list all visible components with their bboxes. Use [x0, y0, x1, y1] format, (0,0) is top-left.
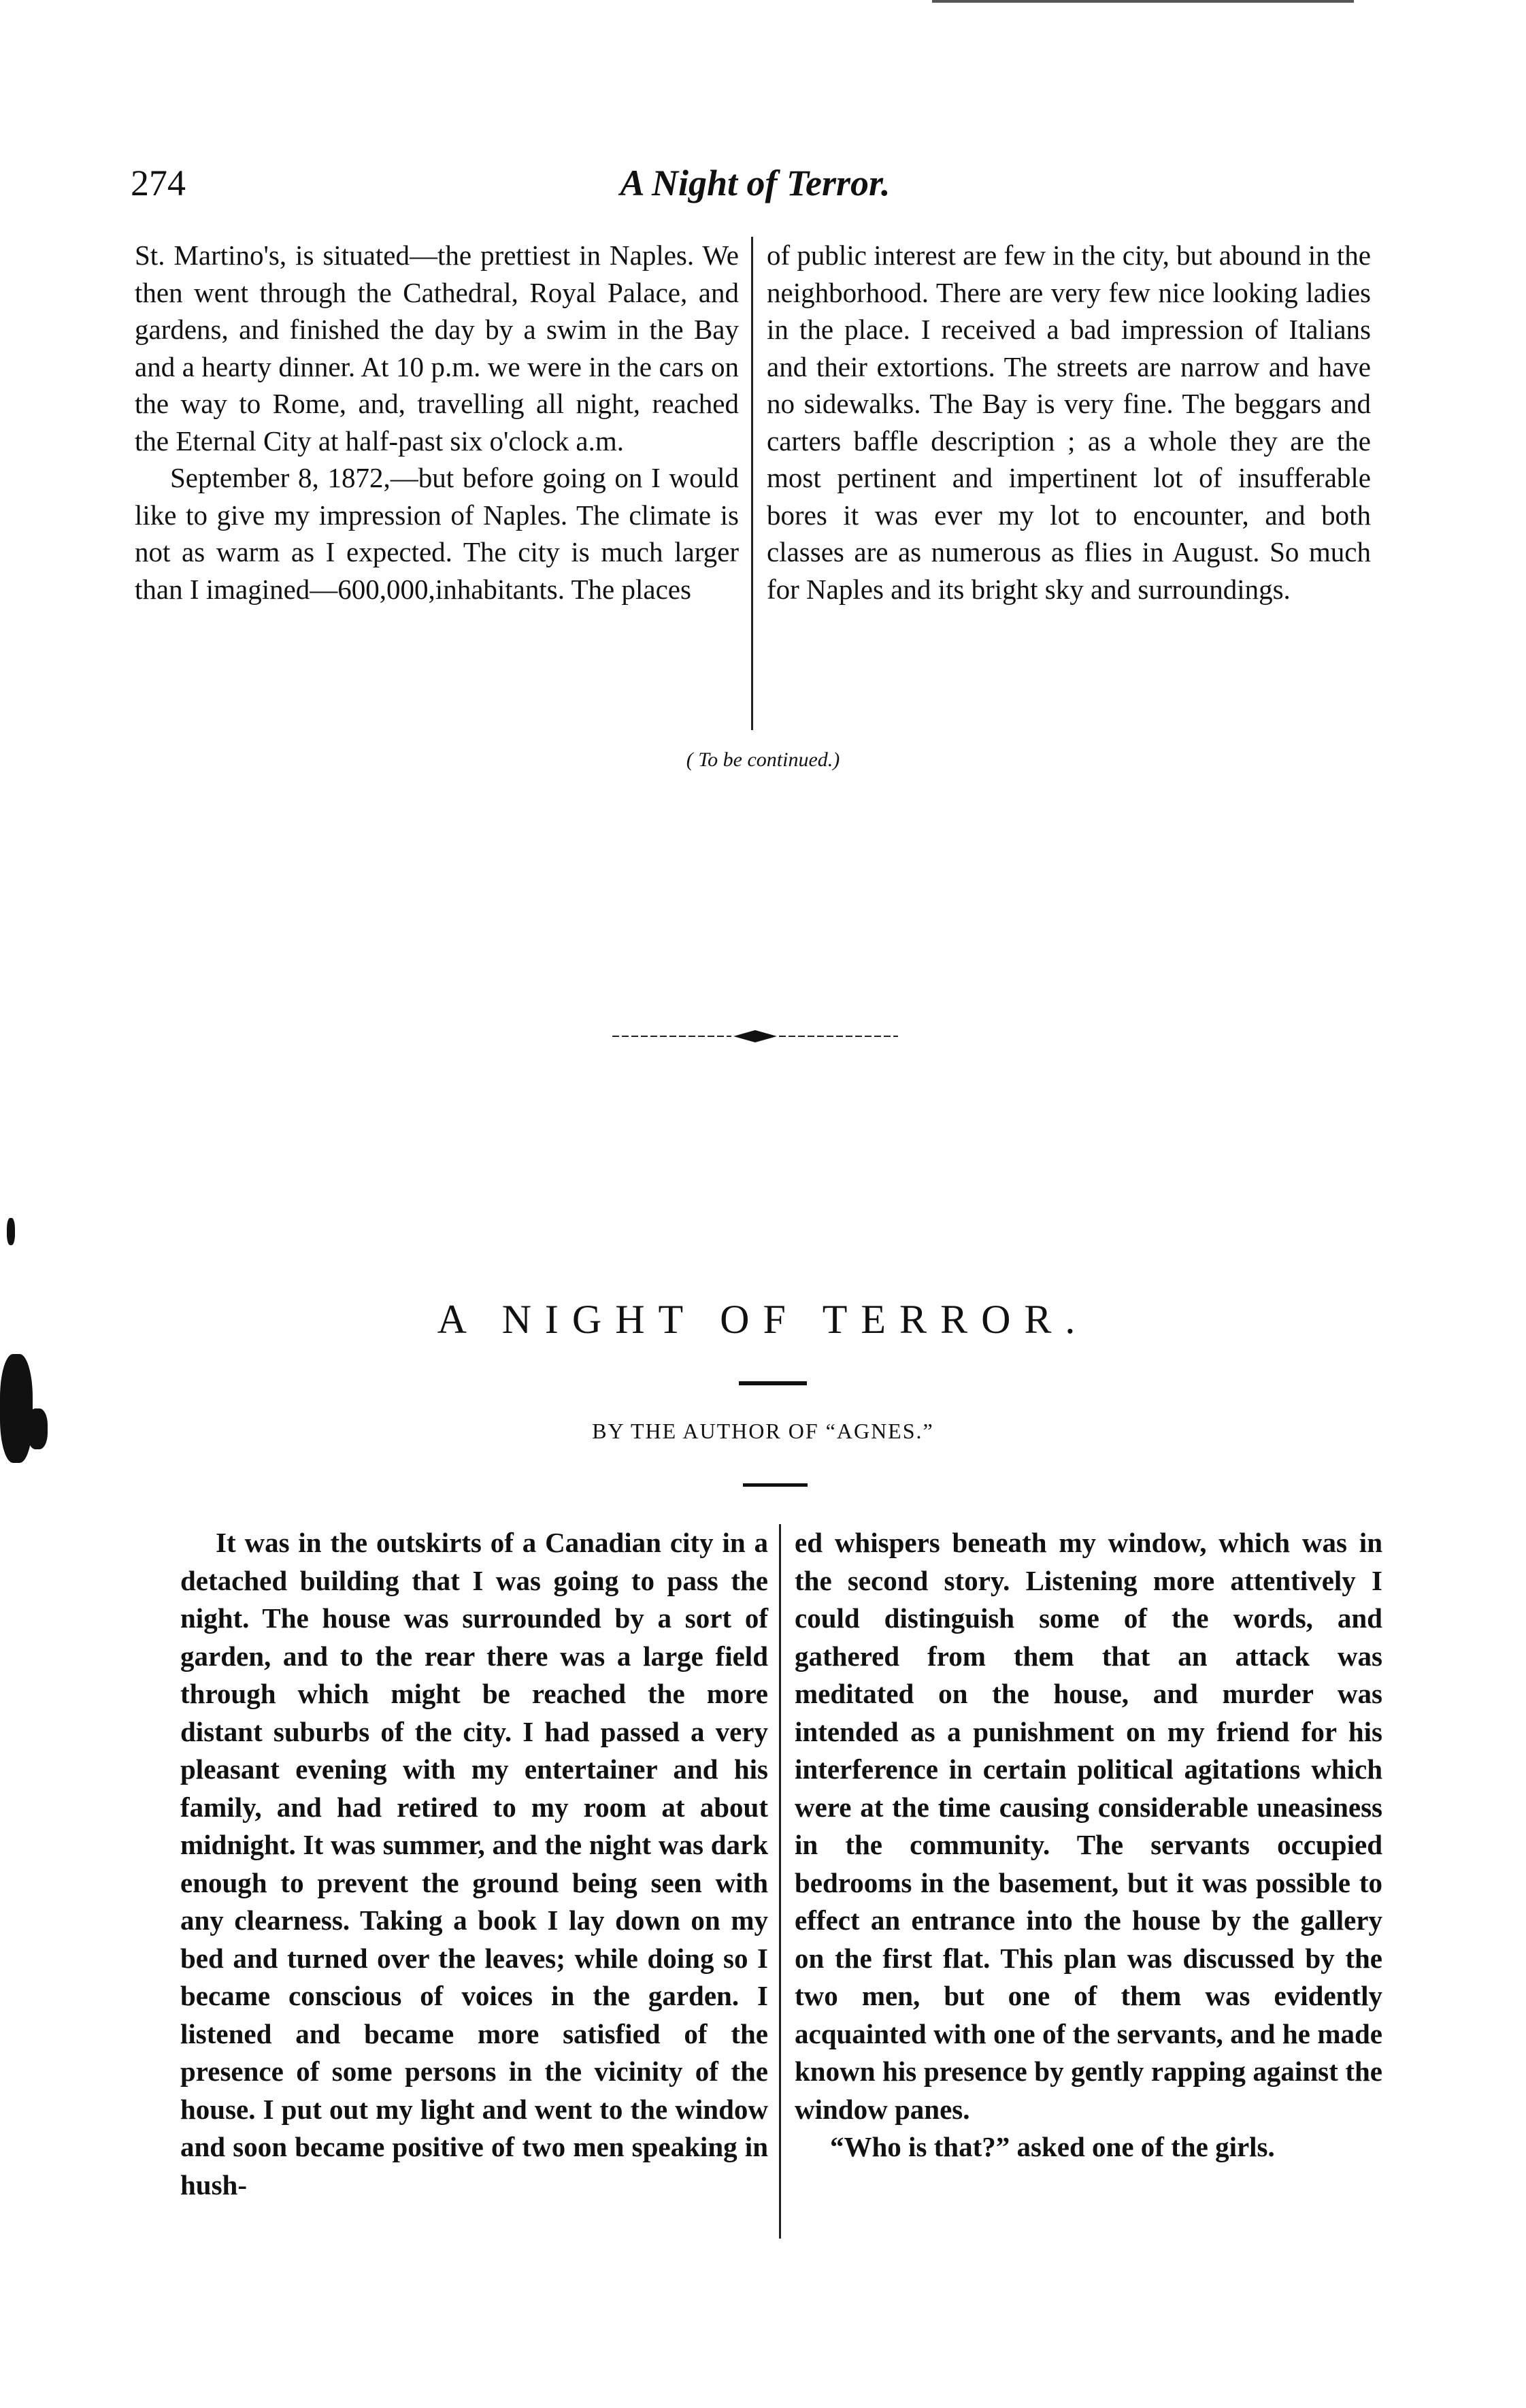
title-rule — [739, 1381, 807, 1385]
story-byline: BY THE AUTHOR OF “AGNES.” — [592, 1419, 934, 1443]
ink-blot — [0, 1354, 33, 1463]
byline-rule — [743, 1483, 808, 1487]
running-title: A Night of Terror. — [620, 163, 891, 203]
paragraph: St. Martino's, is situated—the prettiest in Naples. We then went through the Cathedral, Royal Palace, and gardens, and finished the day by a swim in the Bay and a hearty dinner. At 10 p.m. we were in the cars on the way to Rome, and, travelling all night, reached the Eternal City at half-past six o'clock a.m. — [135, 240, 739, 457]
page-number: 274 — [131, 163, 186, 203]
story-left-column — [180, 1524, 779, 2239]
section-ornament — [612, 1026, 898, 1046]
previous-article-columns — [135, 237, 1380, 730]
story-title: A NIGHT OF TERROR. — [437, 1297, 1089, 1342]
paragraph: It was in the outskirts of a Canadian city in a detached building that I was going to pass the night. The house was surrounded by a sort of garden, and to the rear there was a large field through which might be reached the more distant suburbs of the city. I had passed a very pleasant evening with my entertainer and his family, and had retired to my room at about midnight. It was summer, and the night was dark enough to prevent the ground being seen with any clearness. Taking a book I lay down on my bed and turned over the leaves; while doing so I became conscious of voices in the garden. I listened and became more satisfied of the presence of some persons in the vicinity of the house. I put out my light and went to the window and soon became positive of two men speaking in hush- — [180, 1527, 768, 2200]
top-edge-rule — [932, 0, 1354, 3]
paragraph: ed whispers beneath my window, which was in the second story. Listening more attentively I could distinguish some of the words, and gathered from them that an attack was meditated on the house, and murder was intended as a punishment on my friend for his interference in certain political agitations which were at the time causing considerable uneasiness in the community. The servants occupied bedrooms in the basement, but it was possible to effect an entrance into the house by the gallery on the first flat. This plan was discussed by the two men, but one of them was evidently acquainted with one of the servants, and he made known his presence by gently rapping against the window panes. — [795, 1527, 1382, 2125]
ink-blot — [7, 1218, 15, 1245]
paragraph: of public interest are few in the city, but abound in the neighborhood. There are very few nice looking ladies in the place. I received a bad impression of Italians and their extortions. The streets are narrow and have no sidewalks. The Bay is very fine. The beggars and carters baffle description ; as a whole they are the most pertinent and impertinent lot of insufferable bores it was ever my lot to encounter, and both classes are as numerous as flies in August. So much for Naples and its bright sky and surroundings. — [767, 240, 1371, 605]
page-header — [131, 162, 1380, 216]
story-columns — [180, 1524, 1395, 2239]
to-be-continued-note: ( To be continued.) — [686, 748, 840, 771]
paragraph: “Who is that?” asked one of the girls. — [830, 2131, 1275, 2162]
story-right-column — [781, 1524, 1382, 2239]
previous-article-right-column — [753, 237, 1371, 730]
paragraph: September 8, 1872,—but before going on I would like to give my impression of Naples. The climate is not as warm as I expected. The city is much larger than I imagined—600,000,inhabitants. The places — [135, 462, 739, 605]
previous-article-left-column — [135, 237, 751, 730]
